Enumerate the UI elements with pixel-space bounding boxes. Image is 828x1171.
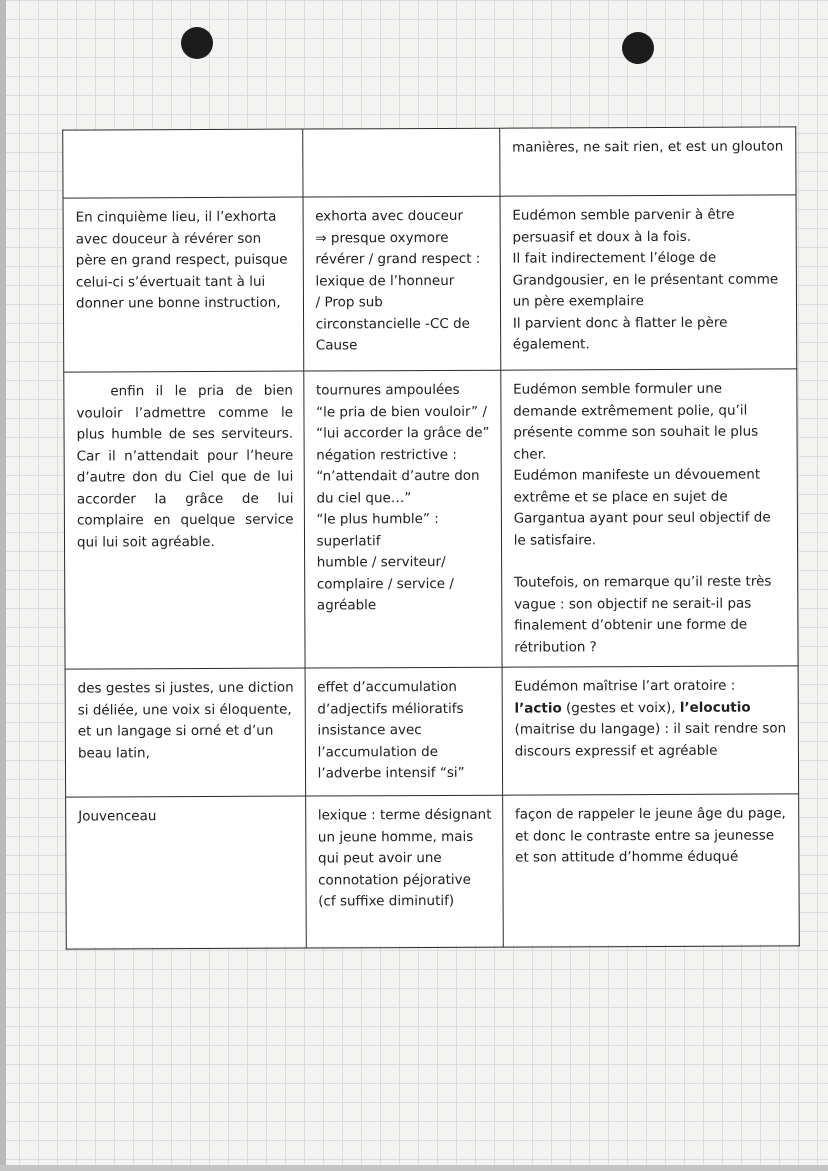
text-line: Il parvient donc à flatter le père également. [512,314,728,353]
page-bottom-edge [0,1165,828,1171]
text-line: Eudémon manifeste un dévouement extrême et se place en sujet de Gargantua ayant pour seul objectif de le satisfaire. [513,466,771,549]
cell-interpretation [501,369,799,667]
text-line: ⇒ presque oxymore [315,229,449,247]
cell-quote [63,129,303,198]
text-line: négation restrictive : “n’attendait d’autre don du ciel que…” [316,446,480,506]
text-line: “le plus humble” : superlatif [316,510,439,549]
text-line: / Prop sub circonstancielle -CC de Cause [315,294,471,354]
text-line: effet d’accumulation d’adjectifs mélioratifs [317,678,464,717]
text-line: façon de rappeler le jeune âge du page, et donc le contraste entre sa jeunesse et son attitude d’homme éduqué [514,805,786,866]
cell-quote [65,668,305,797]
cell-quote [66,796,306,949]
text-line: exhorta avec douceur [315,207,464,225]
text-segment: Eudémon maîtrise l’art oratoire : [514,677,736,695]
text-line: “le pria de bien vouloir” / “lui accorder la grâce de” [316,403,490,442]
paragraph-gap [514,550,787,572]
table-row [63,127,796,198]
text-line: tournures ampoulées [315,381,460,399]
term-actio: l’actio [514,699,562,717]
cell-procedure [305,795,503,948]
cell-procedure [303,196,501,371]
text-line: enfin il le pria de bien vouloir l’admettre comme le plus humble de ses serviteurs. Car il n’attendait pour l’heure d’autre don du Ciel que de lui accorder la grâce de lui complaire en quelque service qui lui soit agréable. [76,382,294,551]
text-line: humble / serviteur/ complaire / service / agréable [316,553,454,614]
cell-procedure [303,370,501,668]
table-row [64,369,798,669]
text-line: En cinquième lieu, il l’exhorta avec douceur à révérer son père en grand respect, puisque celui-ci s’évertuait tant à lui donner une bonne instruction, [75,208,288,312]
cell-procedure [302,128,499,197]
page-binding-edge [0,0,6,1171]
text-line: lexique : terme désignant un jeune homme, mais qui peut avoir une connotation péjorative (cf suffixe diminutif) [317,806,492,910]
cell-procedure [305,667,503,796]
text-line: Il fait indirectement l’éloge de Grandgousier, en le présentant comme un père exemplaire [512,249,779,310]
text-line: révérer / grand respect : lexique de l’honneur [315,250,481,290]
table-row [65,666,799,797]
cell-interpretation [500,195,797,370]
text-line: insistance avec l’accumulation de l’adverbe intensif “si” [317,722,465,782]
analysis-table [62,126,800,949]
text-segment: (gestes et voix), [561,699,680,716]
punch-hole-left [181,27,213,59]
cell-interpretation [502,666,799,795]
text-line [514,675,788,762]
text-line: Toutefois, on remarque qu’il reste très vague : son objectif ne serait-il pas finalement d’obtenir une forme de rétribution ? [513,573,772,656]
table-row [63,195,797,372]
term-elocutio: l’elocutio [679,699,751,716]
text-segment: (maitrise du langage) : il sait rendre son discours expressif et agréable [514,720,787,760]
cell-interpretation [502,794,799,947]
text-line: Eudémon semble formuler une demande extrêmement polie, qu’il présente comme son souhait le plus cher. [513,380,759,463]
text-line: des gestes si justes, une diction si déliée, une voix si éloquente, et un langage si orné et d’un beau latin, [77,679,294,762]
text-line: manières, ne sait rien, et est un glouton [512,138,784,156]
punch-hole-right [622,32,654,64]
cell-quote [64,371,305,669]
table-row [66,794,800,949]
cell-interpretation [499,127,796,196]
text-line: Jouvenceau [78,808,157,825]
printed-analysis-sheet [62,126,800,947]
text-line: Eudémon semble parvenir à être persuasif et doux à la fois. [512,206,735,246]
cell-quote [63,197,303,372]
